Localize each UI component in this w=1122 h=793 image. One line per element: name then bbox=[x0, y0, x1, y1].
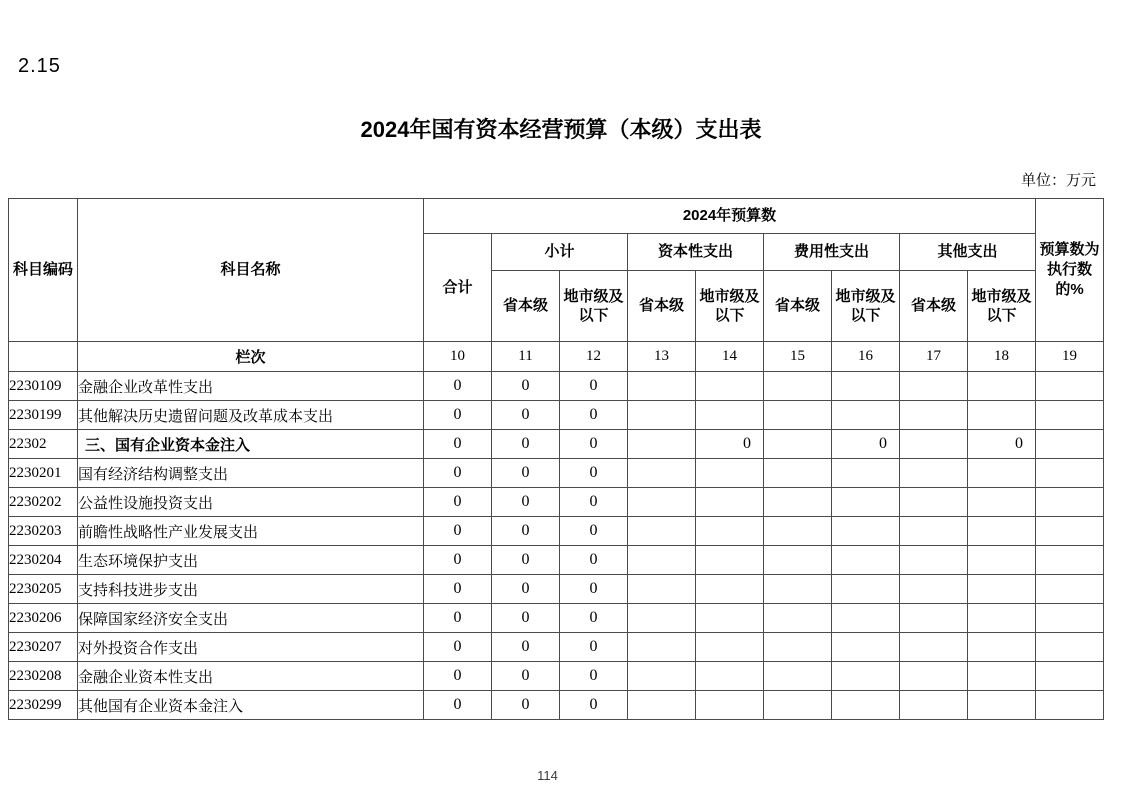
row-value bbox=[1036, 459, 1104, 488]
row-name: 金融企业资本性支出 bbox=[78, 662, 424, 691]
row-value: 0 bbox=[492, 633, 560, 662]
row-value bbox=[764, 604, 832, 633]
lane-row-label: 栏次 bbox=[78, 342, 424, 372]
row-value bbox=[832, 488, 900, 517]
row-value bbox=[968, 401, 1036, 430]
row-code: 2230299 bbox=[9, 691, 78, 720]
table-row bbox=[9, 430, 1104, 459]
row-value bbox=[764, 459, 832, 488]
row-value: 0 bbox=[492, 517, 560, 546]
row-value bbox=[764, 691, 832, 720]
row-value bbox=[832, 372, 900, 401]
row-value: 0 bbox=[492, 546, 560, 575]
row-value bbox=[1036, 517, 1104, 546]
lane-number: 18 bbox=[968, 342, 1036, 372]
header-other-expenditure: 其他支出 bbox=[900, 234, 1036, 271]
row-value bbox=[1036, 546, 1104, 575]
header-province-level: 省本级 bbox=[492, 271, 560, 342]
row-value bbox=[832, 546, 900, 575]
row-value bbox=[628, 488, 696, 517]
lane-number: 17 bbox=[900, 342, 968, 372]
row-value: 0 bbox=[492, 662, 560, 691]
row-name: 其他解决历史遗留问题及改革成本支出 bbox=[78, 401, 424, 430]
table-body bbox=[9, 372, 1104, 720]
row-value bbox=[900, 459, 968, 488]
row-value: 0 bbox=[492, 430, 560, 459]
budget-table bbox=[8, 198, 1104, 720]
row-value: 0 bbox=[968, 430, 1036, 459]
header-province-level: 省本级 bbox=[764, 271, 832, 342]
row-code: 2230202 bbox=[9, 488, 78, 517]
row-value bbox=[628, 517, 696, 546]
lane-number: 16 bbox=[832, 342, 900, 372]
row-value bbox=[968, 372, 1036, 401]
row-name: 公益性设施投资支出 bbox=[78, 488, 424, 517]
row-value bbox=[628, 604, 696, 633]
table-header bbox=[9, 199, 1104, 372]
row-value: 0 bbox=[424, 372, 492, 401]
row-value bbox=[628, 633, 696, 662]
row-value bbox=[628, 401, 696, 430]
row-value bbox=[696, 372, 764, 401]
row-value bbox=[628, 575, 696, 604]
lane-number: 12 bbox=[560, 342, 628, 372]
row-name: 对外投资合作支出 bbox=[78, 633, 424, 662]
row-value bbox=[1036, 633, 1104, 662]
row-value bbox=[900, 372, 968, 401]
row-value bbox=[900, 575, 968, 604]
row-value: 0 bbox=[424, 546, 492, 575]
row-value bbox=[696, 691, 764, 720]
table-row bbox=[9, 401, 1104, 430]
row-value: 0 bbox=[832, 430, 900, 459]
row-value bbox=[696, 546, 764, 575]
row-value bbox=[764, 430, 832, 459]
row-value bbox=[628, 430, 696, 459]
header-city-level: 地市级及以下 bbox=[968, 271, 1036, 342]
row-value bbox=[1036, 401, 1104, 430]
lane-number: 10 bbox=[424, 342, 492, 372]
row-value: 0 bbox=[560, 517, 628, 546]
row-value: 0 bbox=[492, 691, 560, 720]
lane-number: 14 bbox=[696, 342, 764, 372]
header-city-level: 地市级及以下 bbox=[696, 271, 764, 342]
row-code: 22302 bbox=[9, 430, 78, 459]
table-row bbox=[9, 633, 1104, 662]
row-value bbox=[900, 633, 968, 662]
row-name: 前瞻性战略性产业发展支出 bbox=[78, 517, 424, 546]
row-code: 2230203 bbox=[9, 517, 78, 546]
row-value bbox=[628, 546, 696, 575]
row-code: 2230207 bbox=[9, 633, 78, 662]
row-value: 0 bbox=[424, 691, 492, 720]
row-value bbox=[696, 575, 764, 604]
table-row bbox=[9, 691, 1104, 720]
row-value: 0 bbox=[424, 662, 492, 691]
row-value: 0 bbox=[560, 372, 628, 401]
row-value: 0 bbox=[560, 459, 628, 488]
row-name: 保障国家经济安全支出 bbox=[78, 604, 424, 633]
header-expense-expenditure: 费用性支出 bbox=[764, 234, 900, 271]
row-name: 生态环境保护支出 bbox=[78, 546, 424, 575]
row-value bbox=[764, 517, 832, 546]
lane-row-empty-cell bbox=[9, 342, 78, 372]
row-value: 0 bbox=[560, 488, 628, 517]
lane-row bbox=[9, 342, 1104, 372]
row-value bbox=[696, 517, 764, 546]
row-value bbox=[764, 633, 832, 662]
row-name: 国有经济结构调整支出 bbox=[78, 459, 424, 488]
row-code: 2230206 bbox=[9, 604, 78, 633]
row-value bbox=[832, 517, 900, 546]
row-value bbox=[628, 691, 696, 720]
row-value bbox=[1036, 691, 1104, 720]
row-value: 0 bbox=[424, 488, 492, 517]
row-code: 2230205 bbox=[9, 575, 78, 604]
table-row bbox=[9, 517, 1104, 546]
row-value: 0 bbox=[560, 575, 628, 604]
header-subject-name: 科目名称 bbox=[78, 199, 424, 342]
lane-number: 11 bbox=[492, 342, 560, 372]
section-number: 2.15 bbox=[18, 55, 61, 77]
row-name: 支持科技进步支出 bbox=[78, 575, 424, 604]
row-value bbox=[696, 662, 764, 691]
lane-number: 13 bbox=[628, 342, 696, 372]
row-value bbox=[696, 604, 764, 633]
row-value bbox=[900, 430, 968, 459]
row-value bbox=[764, 575, 832, 604]
row-value bbox=[832, 604, 900, 633]
row-value: 0 bbox=[424, 604, 492, 633]
row-value bbox=[1036, 575, 1104, 604]
row-value: 0 bbox=[560, 604, 628, 633]
row-value bbox=[764, 401, 832, 430]
lane-number: 19 bbox=[1036, 342, 1104, 372]
row-value: 0 bbox=[424, 430, 492, 459]
unit-label: 单位：万元 bbox=[1020, 173, 1096, 189]
row-name: 三、国有企业资本金注入 bbox=[78, 430, 424, 459]
row-value bbox=[900, 604, 968, 633]
row-name: 金融企业改革性支出 bbox=[78, 372, 424, 401]
row-value bbox=[900, 488, 968, 517]
table-row bbox=[9, 604, 1104, 633]
row-value: 0 bbox=[560, 633, 628, 662]
row-value bbox=[900, 401, 968, 430]
row-value: 0 bbox=[492, 575, 560, 604]
header-province-level: 省本级 bbox=[900, 271, 968, 342]
header-total: 合计 bbox=[424, 234, 492, 342]
row-value bbox=[968, 575, 1036, 604]
row-value bbox=[832, 401, 900, 430]
row-code: 2230208 bbox=[9, 662, 78, 691]
row-code: 2230201 bbox=[9, 459, 78, 488]
row-value bbox=[968, 488, 1036, 517]
header-subtotal: 小计 bbox=[492, 234, 628, 271]
header-row-1 bbox=[9, 199, 1104, 234]
row-value bbox=[832, 633, 900, 662]
row-value bbox=[968, 662, 1036, 691]
row-value bbox=[968, 604, 1036, 633]
header-budget-year: 2024年预算数 bbox=[424, 199, 1036, 234]
row-value bbox=[1036, 430, 1104, 459]
row-value: 0 bbox=[424, 401, 492, 430]
row-value: 0 bbox=[492, 372, 560, 401]
row-value bbox=[968, 633, 1036, 662]
header-city-level: 地市级及以下 bbox=[560, 271, 628, 342]
row-value: 0 bbox=[424, 459, 492, 488]
header-city-level: 地市级及以下 bbox=[832, 271, 900, 342]
row-value bbox=[628, 662, 696, 691]
row-value: 0 bbox=[560, 691, 628, 720]
row-value bbox=[1036, 372, 1104, 401]
row-value bbox=[628, 459, 696, 488]
table-row bbox=[9, 575, 1104, 604]
row-value bbox=[900, 546, 968, 575]
row-value: 0 bbox=[424, 517, 492, 546]
page-number: 114 bbox=[537, 768, 558, 783]
row-value bbox=[696, 401, 764, 430]
row-value bbox=[696, 633, 764, 662]
row-value: 0 bbox=[560, 401, 628, 430]
row-value bbox=[900, 691, 968, 720]
row-value bbox=[832, 459, 900, 488]
table-row bbox=[9, 662, 1104, 691]
row-value: 0 bbox=[492, 488, 560, 517]
row-value: 0 bbox=[424, 575, 492, 604]
row-value bbox=[764, 488, 832, 517]
row-code: 2230199 bbox=[9, 401, 78, 430]
row-value bbox=[628, 372, 696, 401]
header-budget-to-execution-ratio: 预算数为执行数的% bbox=[1036, 199, 1104, 342]
row-value bbox=[696, 459, 764, 488]
row-value bbox=[968, 546, 1036, 575]
row-value bbox=[764, 372, 832, 401]
row-value: 0 bbox=[424, 633, 492, 662]
row-value bbox=[900, 517, 968, 546]
header-capital-expenditure: 资本性支出 bbox=[628, 234, 764, 271]
row-value: 0 bbox=[696, 430, 764, 459]
row-value bbox=[968, 459, 1036, 488]
page-title: 2024年国有资本经营预算（本级）支出表 bbox=[360, 117, 762, 142]
row-value: 0 bbox=[492, 459, 560, 488]
row-value bbox=[1036, 488, 1104, 517]
table-row bbox=[9, 459, 1104, 488]
row-value bbox=[832, 575, 900, 604]
table-row bbox=[9, 372, 1104, 401]
row-code: 2230204 bbox=[9, 546, 78, 575]
row-value: 0 bbox=[492, 604, 560, 633]
row-value bbox=[764, 662, 832, 691]
header-province-level: 省本级 bbox=[628, 271, 696, 342]
row-value: 0 bbox=[560, 662, 628, 691]
row-value bbox=[1036, 662, 1104, 691]
header-subject-code: 科目编码 bbox=[9, 199, 78, 342]
row-code: 2230109 bbox=[9, 372, 78, 401]
row-value bbox=[764, 546, 832, 575]
lane-number: 15 bbox=[764, 342, 832, 372]
row-value: 0 bbox=[560, 546, 628, 575]
row-name: 其他国有企业资本金注入 bbox=[78, 691, 424, 720]
row-value bbox=[968, 517, 1036, 546]
row-value bbox=[1036, 604, 1104, 633]
table-row bbox=[9, 546, 1104, 575]
row-value bbox=[696, 488, 764, 517]
table-row bbox=[9, 488, 1104, 517]
row-value: 0 bbox=[560, 430, 628, 459]
row-value bbox=[832, 691, 900, 720]
row-value: 0 bbox=[492, 401, 560, 430]
row-value bbox=[900, 662, 968, 691]
row-value bbox=[832, 662, 900, 691]
row-value bbox=[968, 691, 1036, 720]
